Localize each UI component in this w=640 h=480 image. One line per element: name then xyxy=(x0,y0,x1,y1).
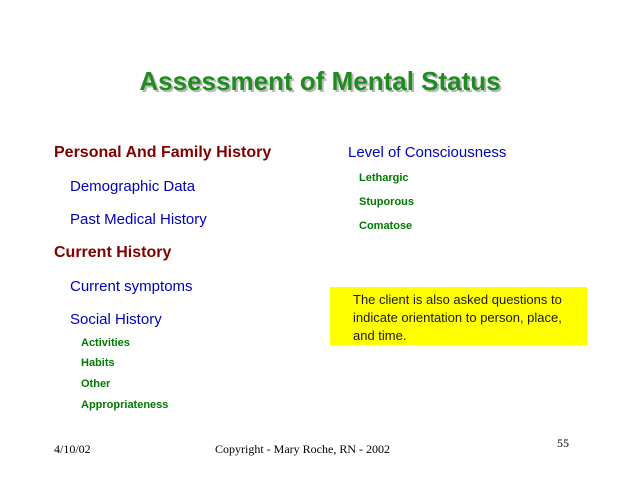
heading-current-history: Current History xyxy=(54,244,172,261)
item-current-symptoms: Current symptoms xyxy=(70,278,193,295)
heading-level-of-consciousness: Level of Consciousness xyxy=(348,144,507,161)
level-lethargic: Lethargic xyxy=(359,172,409,184)
level-stuporous: Stuporous xyxy=(359,196,414,208)
heading-personal-family-history: Personal And Family History xyxy=(54,144,272,161)
social-item-other: Other xyxy=(81,378,111,390)
footer-copyright: Copyright - Mary Roche, RN - 2002 xyxy=(215,442,390,456)
footer-date: 4/10/02 xyxy=(54,442,91,456)
footer-page-number: 55 xyxy=(557,436,569,450)
item-demographic-data: Demographic Data xyxy=(70,178,196,195)
slide-title: Assessment of Mental Status xyxy=(139,66,501,96)
item-social-history: Social History xyxy=(70,311,162,328)
social-item-habits: Habits xyxy=(81,357,115,369)
social-item-activities: Activities xyxy=(81,337,130,349)
orientation-note: The client is also asked questions to indicate orientation to person, place, and time. xyxy=(330,287,587,345)
level-comatose: Comatose xyxy=(359,220,413,232)
social-item-appropriateness: Appropriateness xyxy=(81,399,169,411)
item-past-medical-history: Past Medical History xyxy=(70,211,207,228)
